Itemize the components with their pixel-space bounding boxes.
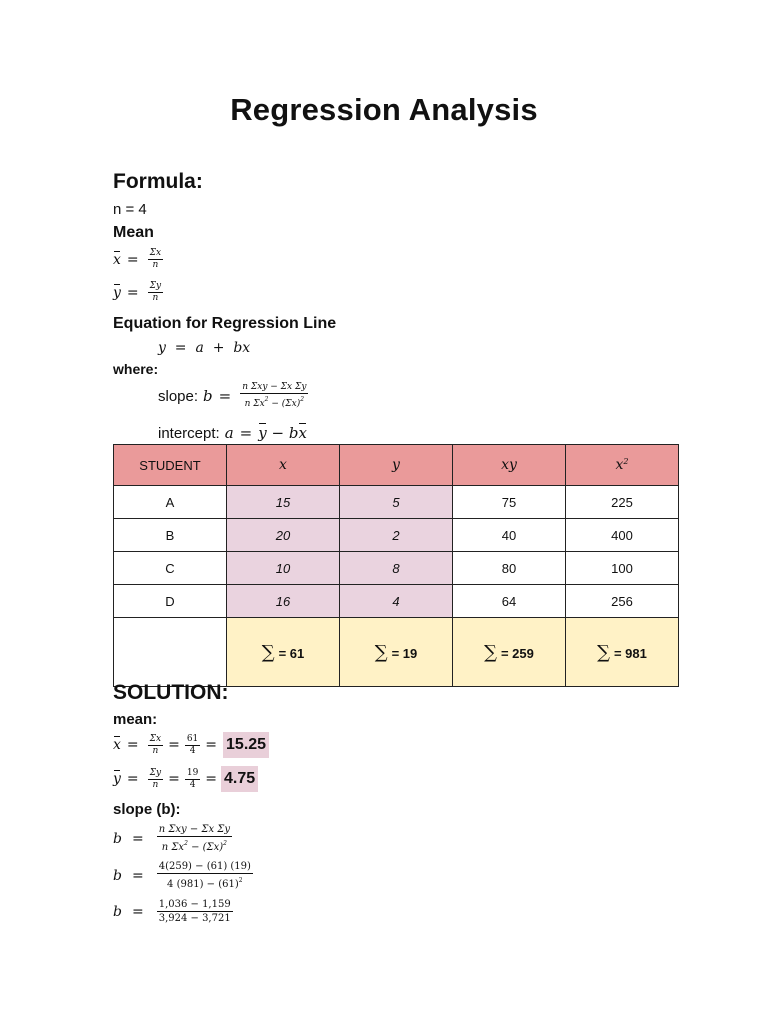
table-header-row bbox=[114, 445, 679, 486]
solution-mean-y: y = $\frac{\Sigma y}{n}$ = $\frac{19}{4}$ = 4.75 bbox=[113, 766, 258, 792]
mean-heading: Mean bbox=[113, 224, 154, 241]
slope-step-3: b = $\frac{1,036 - 1,159}{3,924 - 3,721}$ bbox=[113, 899, 231, 924]
solution-mean-label: mean: bbox=[113, 711, 158, 728]
col-header-x: x bbox=[227, 445, 340, 486]
sum-y: ∑ = 19 bbox=[340, 618, 453, 687]
sum-x: ∑ = 61 bbox=[227, 618, 340, 687]
slope-step-1: b = $\frac{\text{n Σxy − Σx Σy}}{n \Sigma x^2 - (\Sigma x)^2}$ bbox=[113, 824, 231, 853]
mean-y-result: 4.75 bbox=[221, 766, 258, 792]
slope-formula: slope: b = $\frac{\text{n Σxy − Σx Σy}}{n \Sigma x^2 - (\Sigma x)^2}$ bbox=[158, 382, 307, 409]
col-header-y: y bbox=[340, 445, 453, 486]
sum-xy: ∑ = 259 bbox=[453, 618, 566, 687]
where-label: where: bbox=[113, 361, 159, 377]
regression-heading: Equation for Regression Line bbox=[113, 315, 337, 332]
regression-table bbox=[113, 444, 679, 687]
mean-x-formula: x = $\frac{\Sigma x}{n}$ bbox=[113, 248, 162, 270]
mean-x-fraction: $\frac{\Sigma x}{n}$ bbox=[149, 248, 162, 270]
solution-heading: SOLUTION: bbox=[113, 681, 229, 704]
table-row: A 15 5 75 225 bbox=[114, 486, 679, 519]
regression-equation: y = a + bx bbox=[158, 340, 251, 356]
table-sum-row bbox=[114, 618, 679, 687]
col-header-x-squared: $x^2$ bbox=[566, 445, 679, 486]
intercept-formula: intercept: a = y − b x bbox=[158, 424, 307, 442]
y-bar-symbol: y bbox=[113, 284, 121, 301]
n-value: n = 4 bbox=[113, 201, 147, 218]
col-header-student: STUDENT bbox=[114, 445, 227, 486]
col-header-xy: xy bbox=[453, 445, 566, 486]
solution-mean-x: x = $\frac{\Sigma x}{n}$ = $\frac{61}{4}$ = 15.25 bbox=[113, 732, 269, 758]
page-title: Regression Analysis bbox=[230, 92, 538, 127]
table-row: C 10 8 80 100 bbox=[114, 552, 679, 585]
mean-y-fraction: $\frac{\Sigma y}{n}$ bbox=[149, 281, 162, 303]
table-row: D 16 4 64 256 bbox=[114, 585, 679, 618]
table-row: B 20 2 40 400 bbox=[114, 519, 679, 552]
slope-step-2: b = $\frac{4(259) - (61) (19)}{4 (981) - (61)^2}$ bbox=[113, 861, 251, 890]
slope-fraction: $\frac{\text{n Σxy − Σx Σy}}{n \Sigma x^2 - (\Sigma x)^2}$ bbox=[242, 382, 307, 409]
mean-x-result: 15.25 bbox=[223, 732, 269, 758]
sum-x-squared: ∑ = 981 bbox=[566, 618, 679, 687]
mean-y-formula: y = $\frac{\Sigma y}{n}$ bbox=[113, 281, 162, 303]
formula-heading: Formula: bbox=[113, 170, 203, 193]
x-bar-symbol: x bbox=[113, 251, 121, 268]
slope-heading: slope (b): bbox=[113, 801, 181, 818]
